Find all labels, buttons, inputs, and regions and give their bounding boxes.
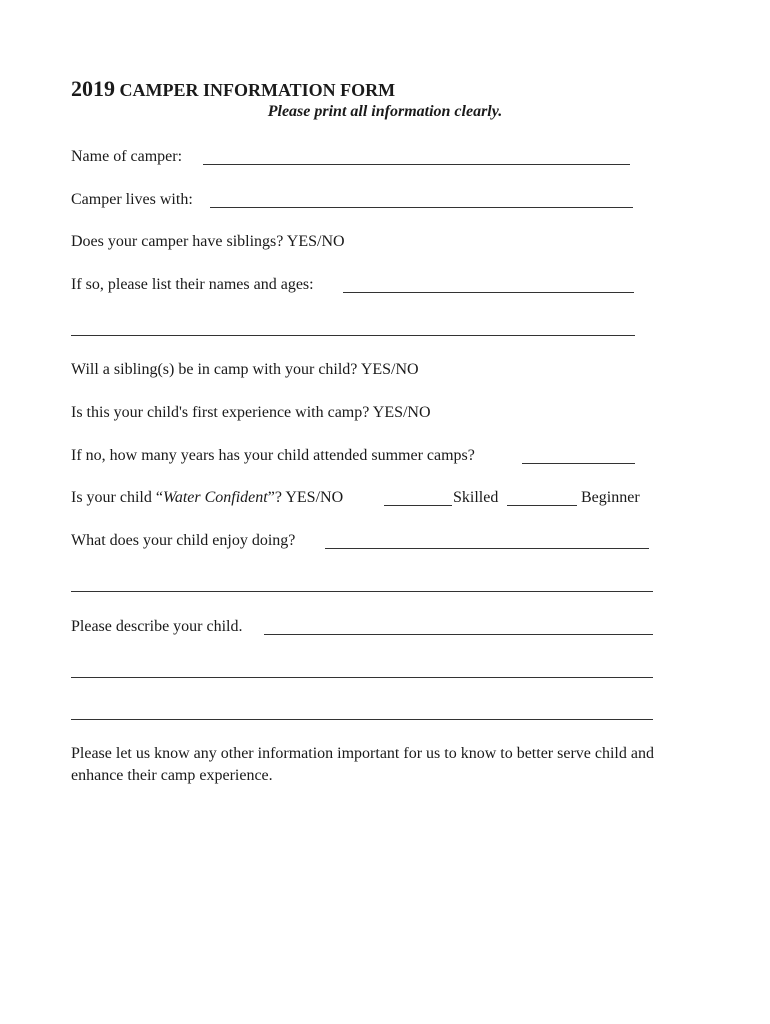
siblings-list-label: If so, please list their names and ages: [71,276,314,293]
name-of-camper-label: Name of camper: [71,148,183,165]
enjoy-doing-field[interactable] [325,548,649,549]
enjoy-doing-label: What does your child enjoy doing? [71,532,296,549]
form-title-year: 2019 [71,76,115,101]
describe-child-field[interactable] [264,634,653,635]
siblings-list-field[interactable] [343,292,634,293]
sibling-in-camp-question: Will a sibling(s) be in camp with your child? YES/NO [71,361,419,378]
name-of-camper-row [71,146,182,168]
siblings-list-row [71,274,314,296]
beginner-label: Beginner [581,489,640,506]
other-information-text: Please let us know any other information important for us to know to better serve child and enhance their camp experience. [71,745,654,784]
camper-lives-with-label: Camper lives with: [71,191,193,208]
first-experience-question: Is this your child's first experience with camp? YES/NO [71,404,431,421]
water-confident-row [71,487,343,509]
years-attended-label: If no, how many years has your child attended summer camps? [71,447,475,464]
camper-lives-with-field[interactable] [210,207,633,208]
years-attended-row [71,445,475,467]
beginner-blank[interactable] [507,505,577,506]
water-confident-emphasis: Water Confident [162,489,268,506]
skilled-label: Skilled [453,489,499,506]
water-confident-prefix: Is your child “ [71,489,163,506]
form-subtitle: Please print all information clearly. [267,103,503,120]
skilled-blank[interactable] [384,505,452,506]
years-attended-field[interactable] [522,463,635,464]
name-of-camper-field[interactable] [203,164,630,165]
water-confident-suffix: ”? YES/NO [267,489,344,506]
form-title [71,76,395,102]
describe-child-field-line-2[interactable] [71,677,653,678]
describe-child-field-line-3[interactable] [71,719,653,720]
enjoy-doing-row [71,530,295,552]
camper-lives-with-row [71,189,193,211]
describe-child-row [71,616,243,638]
describe-child-label: Please describe your child. [71,618,243,635]
siblings-question: Does your camper have siblings? YES/NO [71,233,345,250]
enjoy-doing-field-continued[interactable] [71,591,653,592]
siblings-list-field-continued[interactable] [71,335,635,336]
form-title-text: CAMPER INFORMATION FORM [115,80,396,100]
